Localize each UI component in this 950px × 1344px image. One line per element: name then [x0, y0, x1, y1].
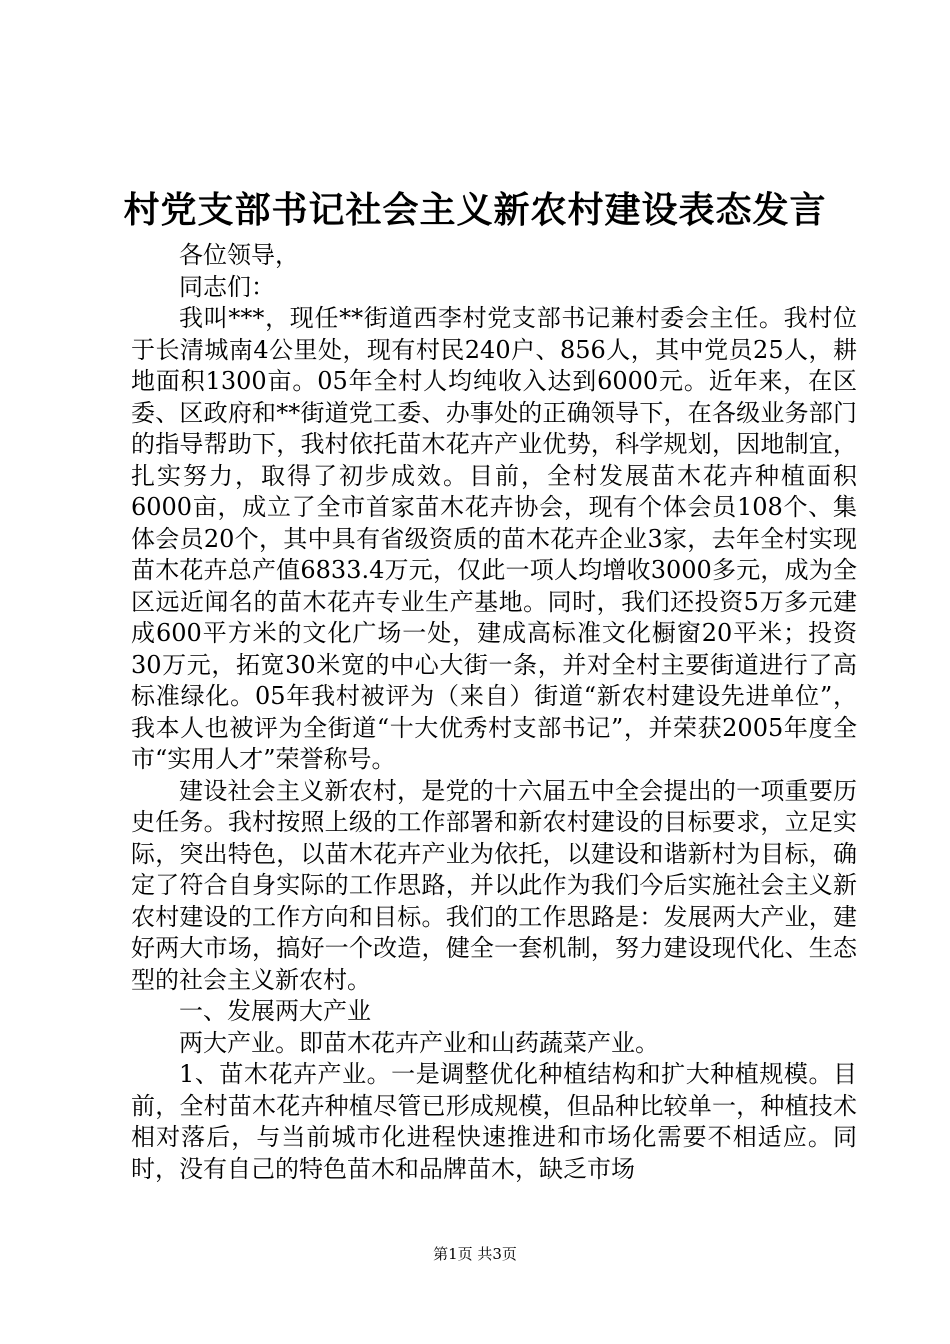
salutation-leaders: 各位领导，	[179, 241, 299, 269]
document-title: 村党支部书记社会主义新农村建设表态发言	[123, 189, 827, 231]
page-footer: 第1页 共3页	[433, 1245, 517, 1263]
paragraph-two-industries: 两大产业。即苗木花卉产业和山药蔬菜产业。	[179, 1028, 659, 1057]
paragraph-work-plan: 建设社会主义新农村，是党的十六届五中全会提出的一项重要历史任务。我村按照上级的工作部署和新农村建设的目标要求，立足实际，突出特色，以苗木花卉产业为依托，以建设和谐新村为目标，确定了符合自身实际的工作思路，并以此作为我们今后实施社会主义新农村建设的工作方向和目标。我们的工作思路是：发展两大产业，建好两大市场，搞好一个改造，健全一套机制，努力建设现代化、生态型的社会主义新农村。	[131, 776, 857, 994]
paragraph-introduction: 我叫***，现任**街道西李村党支部书记兼村委会主任。我村位于长清城南4公里处，现有村民240户、856人，其中党员25人，耕地面积1300亩。05年全村人均纯收入达到6000元。近年来，在区委、区政府和**街道党工委、办事处的正确领导下，在各级业务部门的指导帮助下，我村依托苗木花卉产业优势，科学规划，因地制宜，扎实努力，取得了初步成效。目前，全村发展苗木花卉种植面积6000亩，成立了全市首家苗木花卉协会，现有个体会员108个、集体会员20个，其中具有省级资质的苗木花卉企业3家，去年全村实现苗木花卉总产值6833.4万元，仅此一项人均增收3000多元，成为全区远近闻名的苗木花卉专业生产基地。同时，我们还投资5万多元建成600平方米的文化广场一处，建成高标准文化橱窗20平米；投资30万元，拓宽30米宽的中心大街一条，并对全村主要街道进行了高标准绿化。05年我村被评为（来自）街道“新农村建设先进单位”，我本人也被评为全街道“十大优秀村支部书记”，并荣获2005年度全市“实用人才”荣誉称号。	[131, 304, 857, 773]
section-heading-one: 一、发展两大产业	[179, 997, 371, 1025]
document-body	[131, 240, 857, 1185]
paragraph-nursery-industry: 1、苗木花卉产业。一是调整优化种植结构和扩大种植规模。目前，全村苗木花卉种植尽管已形成规模，但品种比较单一，种植技术相对落后，与当前城市化进程快速推进和市场化需要不相适应。同时，没有自己的特色苗木和品牌苗木，缺乏市场	[131, 1060, 857, 1183]
salutation-comrades: 同志们：	[179, 272, 275, 301]
